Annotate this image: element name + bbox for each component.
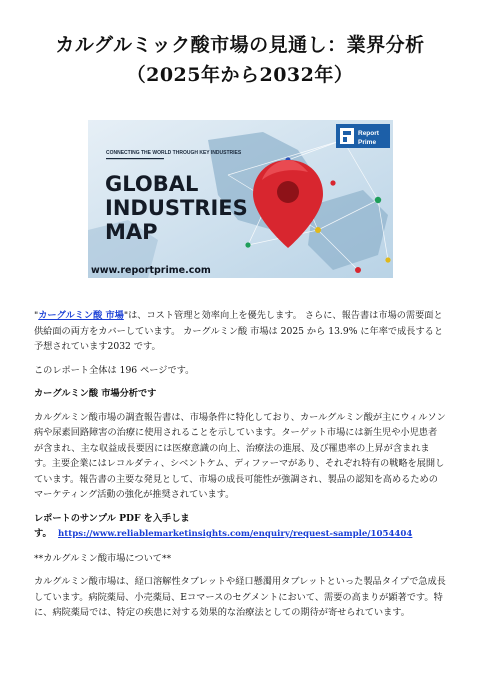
- intro-year-start: 2025: [280, 325, 305, 337]
- report-prime-logo: [336, 124, 390, 148]
- logo-text-report: Report: [358, 130, 379, 137]
- logo-text-prime: Prime: [358, 139, 377, 146]
- title-line-2: （2025年から2032年）: [126, 64, 354, 86]
- sample-request-paragraph: [34, 511, 446, 543]
- intro-year-end: 2032: [107, 341, 131, 352]
- sample-label-3: す。: [34, 528, 52, 539]
- banner-headline-map: MAP: [105, 220, 158, 244]
- intro-text-1: "は、コスト管理と効率向上を優先します。 さらに、報告書は市場の需要面と供給面の両方をカバーしています。 カーグルミン酸 市場は: [34, 310, 443, 337]
- sample-label-2: を入手しま: [140, 512, 190, 524]
- page-count-number: 196: [119, 364, 138, 376]
- about-text-e: E: [180, 591, 187, 603]
- banner-graphic: [88, 120, 393, 278]
- global-industries-map-banner: [88, 120, 393, 278]
- title-line-1: カルグルミック酸市場の見通し：業界分析: [55, 34, 425, 56]
- about-paragraph: [34, 574, 446, 621]
- quote-mark: ": [34, 310, 39, 321]
- banner-headline-industries: INDUSTRIES: [105, 196, 248, 220]
- banner-headline-global: GLOBAL: [105, 172, 199, 196]
- about-text-1: カルグルミン酸市場は、経口溶解性タブレットや経口懸濁用タブレットといった製品タイプで急成長しています。病院薬局、小売薬局、: [34, 576, 446, 603]
- intro-text-3: に年率で成長すると予想されています: [34, 325, 444, 352]
- intro-paragraph: [34, 308, 446, 355]
- about-heading: **カルグルミン酸市場について**: [34, 552, 172, 564]
- sample-label-pdf: PDF: [119, 512, 141, 524]
- article-body: [34, 308, 446, 629]
- tagline-underline: [106, 158, 164, 159]
- banner-url: www.reportprime.com: [91, 265, 211, 276]
- market-link[interactable]: カーグルミン酸 市場: [38, 310, 124, 321]
- banner-tagline: CONNECTING THE WORLD THROUGH KEY INDUSTRIES: [106, 150, 242, 156]
- intro-cagr: 13.9%: [328, 325, 358, 337]
- page-count-paragraph: [34, 363, 446, 379]
- document-title: [0, 30, 480, 90]
- sample-request-link[interactable]: https://www.reliablemarketinsights.com/enquiry/request-sample/1054404: [58, 529, 413, 539]
- page-count-text-1: このレポート全体は: [34, 364, 120, 376]
- intro-text-4: です。: [130, 341, 161, 352]
- analysis-heading: カーグルミン酸 市場分析です: [34, 388, 157, 399]
- page-count-text-2: ページです。: [137, 364, 195, 376]
- about-text-2: コマースのセグメントにおいて、需要の高まりが顕著です。特に、病院薬局では、特定の疾患に対する効果的な治療法としての期待が寄せられています。: [34, 591, 443, 618]
- analysis-paragraph: カルグルミン酸市場の調査報告書は、市場条件に特化しており、カールグルミン酸が主にウィルソン病や尿素回路障害の治療に使用されることを示しています。ターゲット市場には新生児や小児患者が含まれ、主な収益成長要因には医療意識の向上、治療法の進展、及び罹患率の上昇が含まれます。主要企業にはレコルダティ、シベントケム、ディファーマがあり、それぞれ特有の戦略を展開しています。報告書の主要な発見として、市場の成長可能性が強調され、製品の認知を高めるためのマーケティング活動の強化が推奨されています。: [34, 411, 446, 500]
- intro-text-2: から: [304, 325, 329, 337]
- sample-label-1: レポートのサンプル: [34, 512, 120, 524]
